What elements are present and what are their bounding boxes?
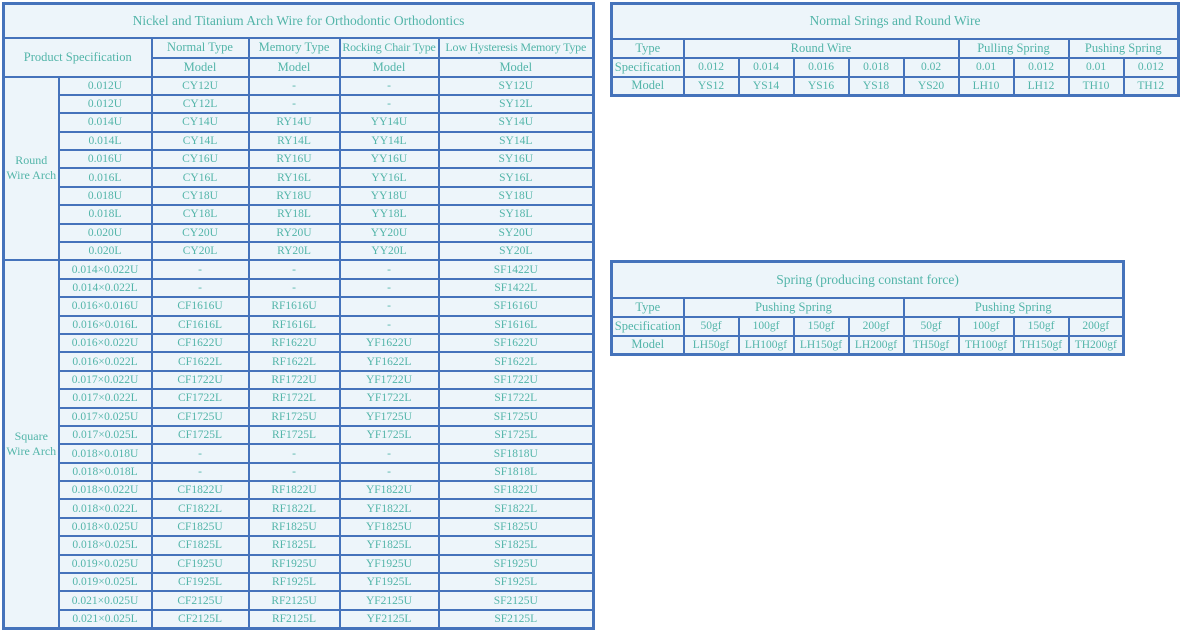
model-cell: SF1825U — [439, 518, 594, 536]
model-cell: YF1825U — [340, 518, 439, 536]
spec-cell: 0.016×0.022L — [59, 352, 152, 370]
model-cell: - — [249, 95, 340, 113]
spec-cell: 0.020L — [59, 242, 152, 260]
model-cell: SF1616L — [439, 316, 594, 334]
arch-table-row — [4, 297, 594, 315]
spec-cell: 150gf — [794, 317, 849, 336]
model-cell: CY18L — [152, 205, 249, 223]
arch-table-row — [4, 499, 594, 517]
arch-table-row — [4, 205, 594, 223]
model-cell: RF1622L — [249, 352, 340, 370]
model-cell: SY18U — [439, 187, 594, 205]
spec-cell: 0.014U — [59, 113, 152, 131]
model-cell: LH200gf — [849, 336, 904, 355]
model-cell: CF2125L — [152, 610, 249, 629]
model-cell: - — [152, 463, 249, 481]
constant-force-table-title: Spring (producing constant force) — [612, 262, 1124, 298]
arch-table-row — [4, 426, 594, 444]
springs-table-body — [612, 39, 1179, 96]
model-cell: RY18L — [249, 205, 340, 223]
arch-table-row — [4, 95, 594, 113]
arch-table-row — [4, 187, 594, 205]
arch-table-row — [4, 518, 594, 536]
row-header-model: Model — [612, 336, 684, 355]
column-header-memory-type: Memory Type — [249, 38, 340, 58]
table-title-row — [4, 4, 594, 38]
model-cell: YF2125U — [340, 591, 439, 609]
model-cell: SY20L — [439, 242, 594, 260]
model-cell: - — [340, 95, 439, 113]
arch-table-row — [4, 536, 594, 554]
model-cell: CF1616L — [152, 316, 249, 334]
model-row — [612, 336, 1124, 355]
model-cell: RF1925U — [249, 555, 340, 573]
model-cell: SF2125L — [439, 610, 594, 629]
model-cell: SF2125U — [439, 591, 594, 609]
type-row — [612, 39, 1179, 58]
spec-cell: 0.016×0.016L — [59, 316, 152, 334]
spec-cell: 0.019×0.025L — [59, 573, 152, 591]
model-cell: YF1722L — [340, 389, 439, 407]
model-cell: RF1616U — [249, 297, 340, 315]
spec-cell: 0.018×0.022U — [59, 481, 152, 499]
spec-cell: 0.017×0.025U — [59, 408, 152, 426]
model-header: Model — [340, 58, 439, 77]
arch-table-row — [4, 408, 594, 426]
model-cell: - — [249, 260, 340, 278]
spec-cell: 0.020U — [59, 224, 152, 242]
model-cell: SY16U — [439, 150, 594, 168]
model-cell: TH150gf — [1014, 336, 1069, 355]
model-cell: RF1622U — [249, 334, 340, 352]
constant-force-spring-table — [610, 260, 1125, 356]
spec-cell: 150gf — [1014, 317, 1069, 336]
arch-table-row — [4, 573, 594, 591]
spec-cell: 0.016×0.016U — [59, 297, 152, 315]
model-cell: RY20L — [249, 242, 340, 260]
springs-table-title: Normal Srings and Round Wire — [612, 4, 1179, 39]
group-header: Round Wire — [684, 39, 959, 58]
spec-cell: 100gf — [739, 317, 794, 336]
model-cell: RF2125U — [249, 591, 340, 609]
row-header-type: Type — [612, 39, 684, 58]
arch-table-row — [4, 168, 594, 186]
model-cell: SF1622U — [439, 334, 594, 352]
spec-cell: 0.018×0.025U — [59, 518, 152, 536]
arch-table-row — [4, 481, 594, 499]
model-cell: CF1622L — [152, 352, 249, 370]
model-cell: SF1822L — [439, 499, 594, 517]
model-cell: YY18L — [340, 205, 439, 223]
model-cell: CF1925U — [152, 555, 249, 573]
arch-table-row — [4, 444, 594, 462]
model-cell: YF1822L — [340, 499, 439, 517]
group-header: Pushing Spring — [904, 298, 1124, 317]
table-title-row — [612, 4, 1179, 39]
row-header-type: Type — [612, 298, 684, 317]
model-cell: SF1422U — [439, 260, 594, 278]
arch-table-row — [4, 352, 594, 370]
model-cell: RY18U — [249, 187, 340, 205]
group-header: Pushing Spring — [684, 298, 904, 317]
model-cell: CF1722L — [152, 389, 249, 407]
spec-cell: 0.021×0.025U — [59, 591, 152, 609]
group-header: Pulling Spring — [959, 39, 1069, 58]
model-cell: YF1822U — [340, 481, 439, 499]
spec-cell: 0.01 — [959, 58, 1014, 77]
arch-table-row — [4, 334, 594, 352]
model-cell: SF1616U — [439, 297, 594, 315]
row-header-specification: Specification — [612, 58, 684, 77]
spec-cell: 0.017×0.022U — [59, 371, 152, 389]
spec-cell: 50gf — [684, 317, 739, 336]
model-cell: YF1622L — [340, 352, 439, 370]
model-cell: SF1622L — [439, 352, 594, 370]
model-cell: TH12 — [1124, 77, 1179, 96]
spec-cell: 0.018×0.025L — [59, 536, 152, 554]
model-cell: - — [152, 260, 249, 278]
model-cell: - — [340, 279, 439, 297]
model-cell: CY16U — [152, 150, 249, 168]
model-cell: - — [340, 77, 439, 95]
model-cell: - — [249, 77, 340, 95]
model-cell: CF1825U — [152, 518, 249, 536]
model-cell: TH50gf — [904, 336, 959, 355]
model-cell: RY20U — [249, 224, 340, 242]
column-header-low-hysteresis-memory-type: Low Hysteresis Memory Type — [439, 38, 594, 58]
model-cell: TH200gf — [1069, 336, 1124, 355]
arch-table-row — [4, 463, 594, 481]
model-header: Model — [439, 58, 594, 77]
model-cell: SY12L — [439, 95, 594, 113]
model-cell: CY18U — [152, 187, 249, 205]
spec-cell: 0.021×0.025L — [59, 610, 152, 629]
model-cell: RY16L — [249, 168, 340, 186]
spec-cell: 0.016×0.022U — [59, 334, 152, 352]
model-cell: SF1818U — [439, 444, 594, 462]
arch-table-row — [4, 242, 594, 260]
spec-cell: 0.012 — [1124, 58, 1179, 77]
spec-cell: 0.018×0.022L — [59, 499, 152, 517]
model-cell: SY14U — [439, 113, 594, 131]
arch-table-row — [4, 77, 594, 95]
spec-cell: 0.012 — [1014, 58, 1069, 77]
arch-table-title: Nickel and Titanium Arch Wire for Orthodontic Orthodontics — [4, 4, 594, 38]
row-group-label: Round Wire Arch — [4, 77, 59, 261]
model-cell: YS16 — [794, 77, 849, 96]
spec-cell: 0.018U — [59, 187, 152, 205]
model-cell: - — [152, 444, 249, 462]
model-cell: - — [249, 444, 340, 462]
arch-table-row — [4, 260, 594, 278]
spec-cell: 0.012 — [684, 58, 739, 77]
model-cell: SF1722U — [439, 371, 594, 389]
model-cell: YF1722U — [340, 371, 439, 389]
spec-cell: 0.014×0.022L — [59, 279, 152, 297]
model-cell: CF2125U — [152, 591, 249, 609]
model-cell: CY20L — [152, 242, 249, 260]
model-cell: LH50gf — [684, 336, 739, 355]
arch-table-body — [4, 77, 594, 629]
model-cell: YF1825L — [340, 536, 439, 554]
model-cell: - — [340, 316, 439, 334]
model-cell: YF1925L — [340, 573, 439, 591]
table-title-row — [612, 262, 1124, 298]
model-cell: - — [249, 463, 340, 481]
header-row-types — [4, 38, 594, 58]
arch-table-row — [4, 132, 594, 150]
model-cell: - — [340, 260, 439, 278]
spec-cell: 0.016L — [59, 168, 152, 186]
model-cell: YS18 — [849, 77, 904, 96]
model-cell: - — [340, 297, 439, 315]
model-cell: YF2125L — [340, 610, 439, 629]
model-cell: CY12U — [152, 77, 249, 95]
model-cell: RF1925L — [249, 573, 340, 591]
model-cell: CY16L — [152, 168, 249, 186]
row-header-specification: Specification — [612, 317, 684, 336]
model-cell: - — [152, 279, 249, 297]
model-cell: YS14 — [739, 77, 794, 96]
spec-cell: 0.018L — [59, 205, 152, 223]
type-row — [612, 298, 1124, 317]
model-cell: YY14L — [340, 132, 439, 150]
spec-cell: 0.017×0.022L — [59, 389, 152, 407]
model-cell: SF1825L — [439, 536, 594, 554]
model-cell: RY14L — [249, 132, 340, 150]
model-cell: - — [340, 444, 439, 462]
model-cell: CY12L — [152, 95, 249, 113]
model-cell: RF1722U — [249, 371, 340, 389]
model-cell: RF1616L — [249, 316, 340, 334]
arch-table-row — [4, 150, 594, 168]
arch-table-row — [4, 316, 594, 334]
model-cell: CY14L — [152, 132, 249, 150]
model-cell: SF1725U — [439, 408, 594, 426]
model-cell: RF2125L — [249, 610, 340, 629]
arch-table-row — [4, 591, 594, 609]
model-cell: LH150gf — [794, 336, 849, 355]
specification-row — [612, 317, 1124, 336]
spec-cell: 0.018×0.018L — [59, 463, 152, 481]
model-cell: RY14U — [249, 113, 340, 131]
model-cell: YF1925U — [340, 555, 439, 573]
row-header-model: Model — [612, 77, 684, 96]
specification-row — [612, 58, 1179, 77]
model-cell: SF1722L — [439, 389, 594, 407]
model-cell: YY20L — [340, 242, 439, 260]
model-cell: TH100gf — [959, 336, 1014, 355]
spec-cell: 0.018×0.018U — [59, 444, 152, 462]
model-cell: RF1725U — [249, 408, 340, 426]
model-cell: CY14U — [152, 113, 249, 131]
constant-table-body — [612, 298, 1124, 355]
model-cell: RF1822U — [249, 481, 340, 499]
model-cell: CF1822U — [152, 481, 249, 499]
model-cell: RF1725L — [249, 426, 340, 444]
column-header-product-specification: Product Specification — [4, 38, 152, 77]
spec-cell: 0.017×0.025L — [59, 426, 152, 444]
model-cell: SY14L — [439, 132, 594, 150]
model-cell: SY16L — [439, 168, 594, 186]
model-cell: SF1925U — [439, 555, 594, 573]
spec-cell: 0.018 — [849, 58, 904, 77]
model-cell: SF1725L — [439, 426, 594, 444]
spec-cell: 50gf — [904, 317, 959, 336]
spec-cell: 0.016 — [794, 58, 849, 77]
spec-cell: 100gf — [959, 317, 1014, 336]
row-group-label: Square Wire Arch — [4, 260, 59, 628]
model-cell: RF1825U — [249, 518, 340, 536]
spec-cell: 0.014L — [59, 132, 152, 150]
spec-cell: 0.012U — [59, 95, 152, 113]
arch-table-row — [4, 224, 594, 242]
model-cell: SY12U — [439, 77, 594, 95]
model-header: Model — [249, 58, 340, 77]
model-row — [612, 77, 1179, 96]
spec-cell: 0.019×0.025U — [59, 555, 152, 573]
model-cell: - — [249, 279, 340, 297]
spec-cell: 0.012U — [59, 77, 152, 95]
model-cell: SF1822U — [439, 481, 594, 499]
model-cell: YY14U — [340, 113, 439, 131]
column-header-rocking-chair-type: Rocking Chair Type — [340, 38, 439, 58]
model-cell: YY16U — [340, 150, 439, 168]
model-cell: YF1725U — [340, 408, 439, 426]
model-cell: CF1616U — [152, 297, 249, 315]
arch-table-row — [4, 279, 594, 297]
model-cell: LH100gf — [739, 336, 794, 355]
normal-springs-table — [610, 2, 1180, 97]
model-cell: CF1825L — [152, 536, 249, 554]
model-cell: RF1722L — [249, 389, 340, 407]
model-cell: CF1725L — [152, 426, 249, 444]
arch-wire-table — [2, 2, 595, 630]
spec-cell: 200gf — [1069, 317, 1124, 336]
arch-table-row — [4, 371, 594, 389]
arch-table-row — [4, 610, 594, 629]
model-cell: SF1925L — [439, 573, 594, 591]
model-cell: YF1725L — [340, 426, 439, 444]
model-cell: RF1825L — [249, 536, 340, 554]
model-cell: LH10 — [959, 77, 1014, 96]
column-header-normal-type: Normal Type — [152, 38, 249, 58]
group-header: Pushing Spring — [1069, 39, 1179, 58]
model-cell: SF1422L — [439, 279, 594, 297]
model-cell: SY20U — [439, 224, 594, 242]
arch-table-row — [4, 113, 594, 131]
model-cell: CF1725U — [152, 408, 249, 426]
spec-cell: 0.016U — [59, 150, 152, 168]
model-cell: SF1818L — [439, 463, 594, 481]
model-cell: RY16U — [249, 150, 340, 168]
model-cell: YS12 — [684, 77, 739, 96]
model-cell: YY20U — [340, 224, 439, 242]
model-header: Model — [152, 58, 249, 77]
model-cell: LH12 — [1014, 77, 1069, 96]
model-cell: CF1822L — [152, 499, 249, 517]
model-cell: - — [340, 463, 439, 481]
model-cell: CY20U — [152, 224, 249, 242]
arch-table-row — [4, 389, 594, 407]
model-cell: YY16L — [340, 168, 439, 186]
model-cell: YY18U — [340, 187, 439, 205]
model-cell: CF1925L — [152, 573, 249, 591]
spec-cell: 0.014×0.022U — [59, 260, 152, 278]
model-cell: RF1822L — [249, 499, 340, 517]
spec-cell: 200gf — [849, 317, 904, 336]
model-cell: TH10 — [1069, 77, 1124, 96]
arch-table-row — [4, 555, 594, 573]
model-cell: SY18L — [439, 205, 594, 223]
spec-cell: 0.014 — [739, 58, 794, 77]
spec-cell: 0.02 — [904, 58, 959, 77]
model-cell: CF1622U — [152, 334, 249, 352]
model-cell: YF1622U — [340, 334, 439, 352]
model-cell: YS20 — [904, 77, 959, 96]
model-cell: CF1722U — [152, 371, 249, 389]
spec-cell: 0.01 — [1069, 58, 1124, 77]
